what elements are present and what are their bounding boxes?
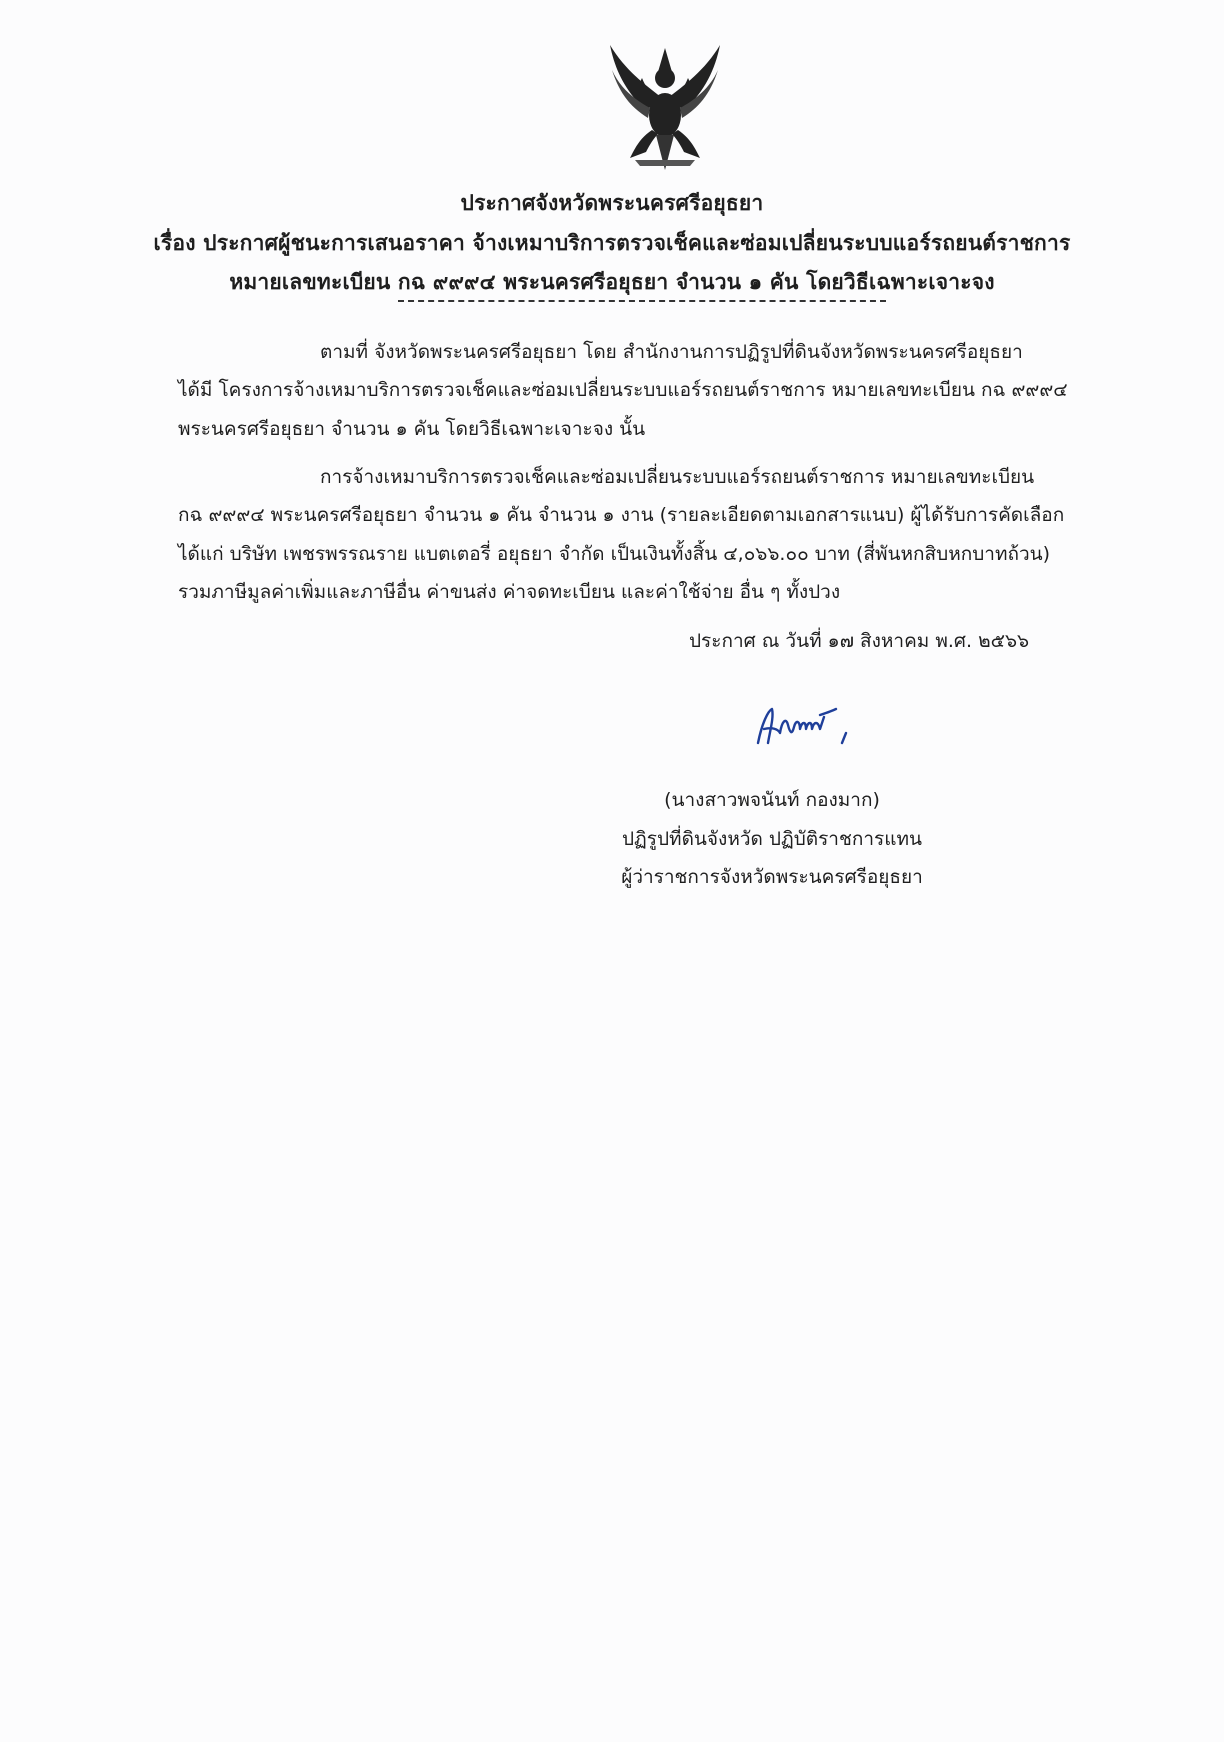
paragraph-2-line-1: การจ้างเหมาบริการตรวจเช็คและซ่อมเปลี่ยนระบบแอร์รถยนต์ราชการ หมายเลขทะเบียน <box>320 466 1035 488</box>
document-subject-line-1: เรื่อง ประกาศผู้ชนะการเสนอราคา จ้างเหมาบริการตรวจเช็คและซ่อมเปลี่ยนระบบแอร์รถยนต์ราชการ <box>153 231 1071 255</box>
paragraph-1-line-1: ตามที่ จังหวัดพระนครศรีอยุธยา โดย สำนักงานการปฏิรูปที่ดินจังหวัดพระนครศรีอยุธยา <box>320 341 1023 363</box>
garuda-emblem-icon <box>590 30 740 180</box>
signatory-position-line-2: ผู้ว่าราชการจังหวัดพระนครศรีอยุธยา <box>621 866 923 888</box>
paragraph-1-line-2: ได้มี โครงการจ้างเหมาบริการตรวจเช็คและซ่อมเปลี่ยนระบบแอร์รถยนต์ราชการ หมายเลขทะเบียน กฉ ๙๙๙๔ <box>178 379 1068 401</box>
paragraph-1-line-3: พระนครศรีอยุธยา จำนวน ๑ คัน โดยวิธีเฉพาะเจาะจง นั้น <box>178 418 646 440</box>
paragraph-2-line-3: ได้แก่ บริษัท เพชรพรรณราย แบตเตอรี่ อยุธยา จำกัด เป็นเงินทั้งสิ้น ๔,๐๖๖.๐๐ บาท (สี่พันหกสิบหกบาทถ้วน) <box>178 543 1051 565</box>
document-title: ประกาศจังหวัดพระนครศรีอยุธยา <box>460 191 764 215</box>
paragraph-2-line-2: กฉ ๙๙๙๔ พระนครศรีอยุธยา จำนวน ๑ คัน จำนวน ๑ งาน (รายละเอียดตามเอกสารแนบ) ผู้ได้รับการคัดเลือก <box>178 504 1065 526</box>
dashed-divider <box>398 300 886 302</box>
signatory-position-line-1: ปฏิรูปที่ดินจังหวัด ปฏิบัติราชการแทน <box>621 828 923 850</box>
signatory-name: (นางสาวพจนันท์ กองมาก) <box>664 789 880 811</box>
document-subject-line-2: หมายเลขทะเบียน กฉ ๙๙๙๔ พระนครศรีอยุธยา จำนวน ๑ คัน โดยวิธีเฉพาะเจาะจง <box>229 270 995 294</box>
handwritten-signature <box>750 703 870 753</box>
announcement-date: ประกาศ ณ วันที่ ๑๗ สิงหาคม พ.ศ. ๒๕๖๖ <box>689 630 1030 652</box>
paragraph-2-line-4: รวมภาษีมูลค่าเพิ่มและภาษีอื่น ค่าขนส่ง ค่าจดทะเบียน และค่าใช้จ่าย อื่น ๆ ทั้งปวง <box>178 581 841 603</box>
